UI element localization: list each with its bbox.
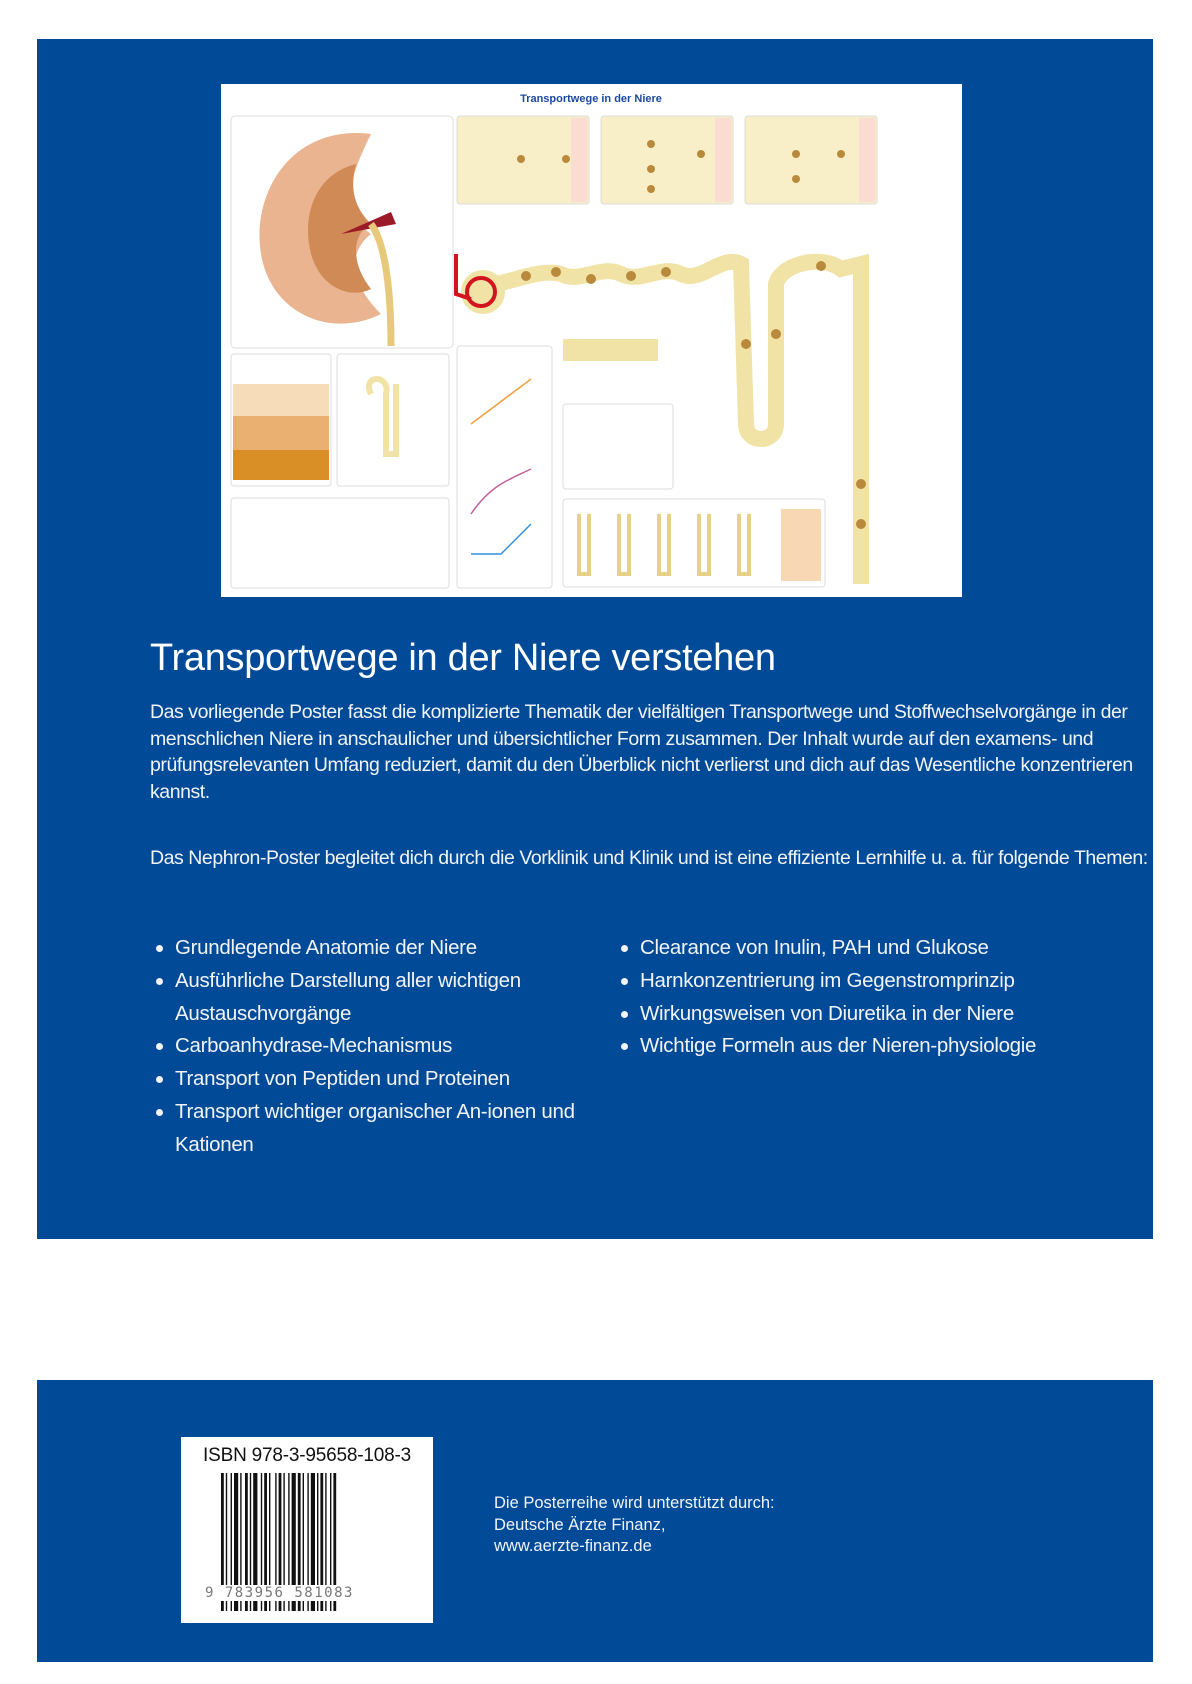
isbn-barcode-box <box>181 1437 433 1623</box>
poster-title: Transportwege in der Niere <box>520 93 662 105</box>
list-item: Grundlegende Anatomie der Niere <box>150 932 580 965</box>
sponsor-note <box>494 1493 775 1558</box>
barcode-digits: 9 783956 581083 <box>205 1585 354 1601</box>
intro-paragraph: Das vorliegende Poster fasst die komplizierte Thematik der vielfältigen Transportwege und Stoffwechselvorgänge in der menschlichen Niere in anschaulicher und übersichtlicher Form zusammen. Der Inhalt wurde auf den examens- und prüfungsrelevanten Umfang reduziert, damit du den Überblick nicht verlierst und dich auf das Wesentliche konzentrieren kannst. <box>150 701 1133 803</box>
cover-top-panel <box>37 39 1153 1239</box>
sponsor-name: Deutsche Ärzte Finanz, <box>494 1515 666 1534</box>
topics-list-left <box>150 932 580 1162</box>
list-item: Wirkungsweisen von Diuretika in der Niere <box>615 998 1075 1031</box>
cover-bottom-panel <box>37 1380 1153 1662</box>
list-item: Harnkonzentrierung im Gegenstromprinzip <box>615 965 1075 998</box>
isbn-number: ISBN 978-3-95658-108-3 <box>203 1445 411 1466</box>
list-item: Carboanhydrase-Mechanismus <box>150 1030 580 1063</box>
list-item: Ausführliche Darstellung aller wichtigen Austauschvorgänge <box>150 965 580 1031</box>
list-item: Wichtige Formeln aus der Nieren-physiologie <box>615 1030 1075 1063</box>
topics-intro-paragraph: Das Nephron-Poster begleitet dich durch die Vorklinik und Klinik und ist eine effiziente Lernhilfe u. a. für folgende Themen: <box>150 847 1148 869</box>
page-title: Transportwege in der Niere verstehen <box>150 637 776 679</box>
sponsor-intro: Die Posterreihe wird unterstützt durch: <box>494 1494 775 1512</box>
topics-list-right <box>615 932 1075 1063</box>
list-item: Transport von Peptiden und Proteinen <box>150 1063 580 1096</box>
list-item: Clearance von Inulin, PAH und Glukose <box>615 932 1075 965</box>
list-item: Transport wichtiger organischer An-ionen und Kationen <box>150 1096 580 1162</box>
poster-illustration <box>221 84 962 597</box>
poster-preview-image <box>221 84 962 597</box>
sponsor-website-link[interactable]: www.aerzte-finanz.de <box>494 1537 652 1555</box>
